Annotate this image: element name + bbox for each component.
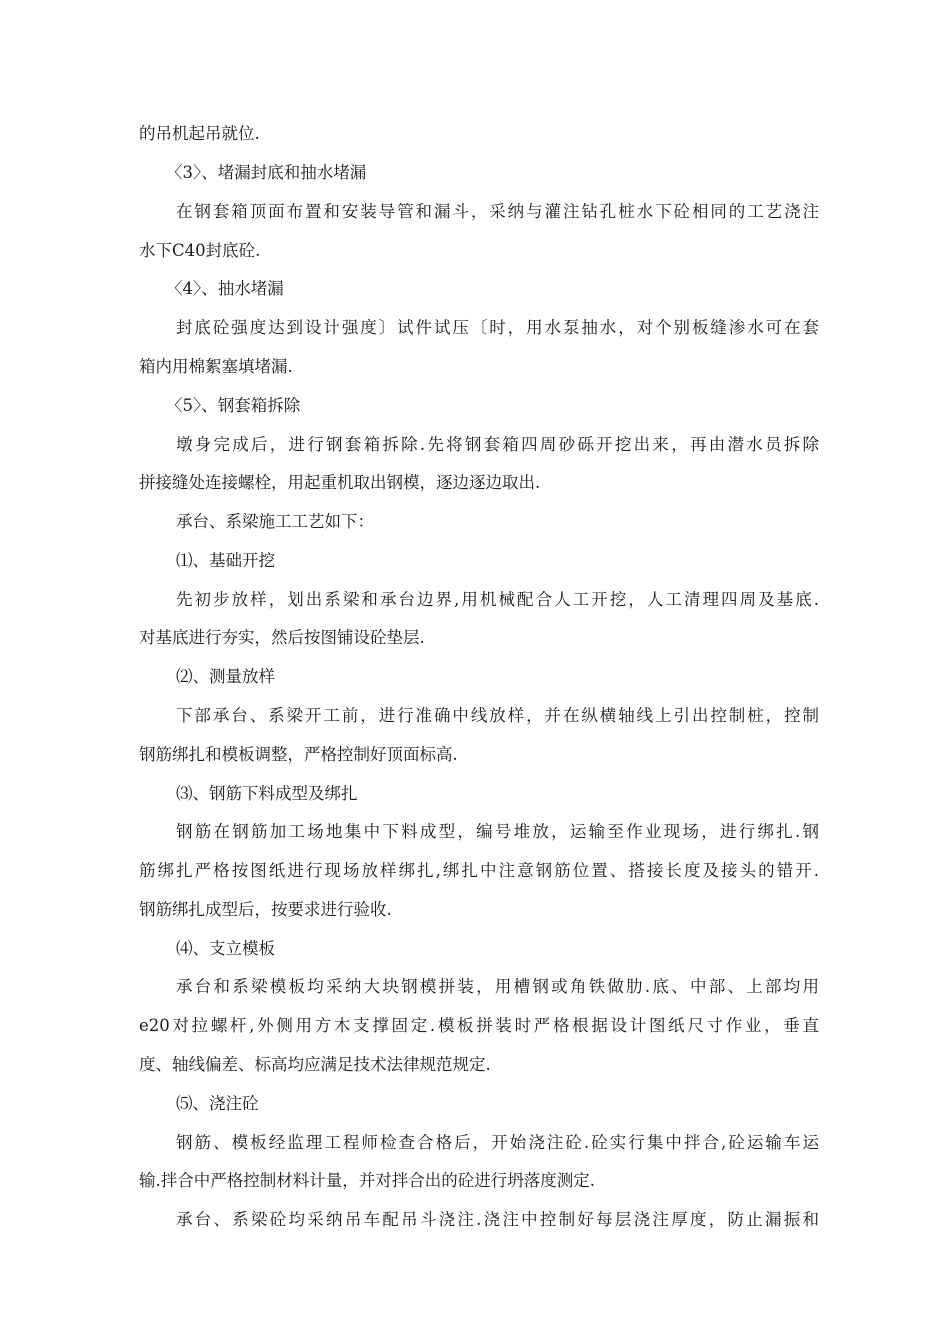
section-heading: ⑷、支立模板 — [176, 939, 275, 958]
paragraph-line: 承台、系梁施工工艺如下： — [176, 512, 374, 531]
paragraph-line: e20对拉螺杆,外侧用方木支撑固定.模板拼装时严格根据设计图纸尺寸作业，垂直 — [139, 1016, 819, 1035]
paragraph-line: 箱内用棉絮塞填堵漏. — [139, 357, 293, 376]
paragraph-line: 承台、系梁砼均采纳吊车配吊斗浇注.浇注中控制好每层浇注厚度，防止漏振和 — [176, 1210, 819, 1229]
paragraph-line: 的吊机起吊就位. — [139, 124, 260, 143]
section-heading: ⑵、测量放样 — [176, 667, 275, 686]
paragraph-line: 承台和系梁模板均采纳大块钢模拼装，用槽钢或角铁做肋.底、中部、上部均用 — [176, 977, 819, 996]
paragraph-line: 水下C40封底砼. — [139, 241, 261, 260]
paragraph-line: 下部承台、系梁开工前，进行准确中线放样，并在纵横轴线上引出控制桩，控制 — [176, 706, 819, 725]
section-heading: 〈4〉、抽水堵漏 — [166, 279, 284, 298]
paragraph-line: 先初步放样，划出系梁和承台边界,用机械配合人工开挖，人工清理四周及基底. — [176, 590, 819, 609]
paragraph-line: 在钢套箱顶面布置和安装导管和漏斗，采纳与灌注钻孔桩水下砼相同的工艺浇注 — [176, 202, 819, 221]
paragraph-line: 筋绑扎严格按图纸进行现场放样绑扎,绑扎中注意钢筋位置、搭接长度及接头的错开. — [139, 861, 819, 880]
section-heading: 〈3〉、堵漏封底和抽水堵漏 — [166, 163, 367, 182]
paragraph-line: 钢筋在钢筋加工场地集中下料成型，编号堆放，运输至作业现场，进行绑扎.钢 — [176, 822, 819, 841]
paragraph-line: 对基底进行夯实，然后按图铺设砼垫层. — [139, 628, 425, 647]
paragraph-line: 钢筋绑扎成型后，按要求进行验收. — [139, 900, 392, 919]
paragraph-line: 钢筋绑扎和模板调整，严格控制好顶面标高. — [139, 745, 458, 764]
section-heading: ⑶、钢筋下料成型及绑扎 — [176, 784, 358, 803]
section-heading: 〈5〉、钢套箱拆除 — [166, 396, 301, 415]
paragraph-line: 钢筋、模板经监理工程师检查合格后，开始浇注砼.砼实行集中拌合,砼运输车运 — [176, 1133, 819, 1152]
paragraph-line: 墩身完成后，进行钢套箱拆除.先将钢套箱四周砂砾开挖出来，再由潜水员拆除 — [176, 435, 819, 454]
section-heading: ⑸、浇注砼 — [176, 1094, 259, 1113]
paragraph-line: 拼接缝处连接螺栓，用起重机取出钢模，逐边逐边取出. — [139, 473, 541, 492]
paragraph-line: 输.拌合中严格控制材料计量，并对拌合出的砼进行坍落度测定. — [139, 1171, 595, 1190]
section-heading: ⑴、基础开挖 — [176, 551, 275, 570]
paragraph-line: 度、轴线偏差、标高均应满足技术法律规范规定. — [139, 1055, 491, 1074]
paragraph-line: 封底砼强度达到设计强度〕试件试压〔时，用水泵抽水，对个别板缝渗水可在套 — [176, 318, 819, 337]
